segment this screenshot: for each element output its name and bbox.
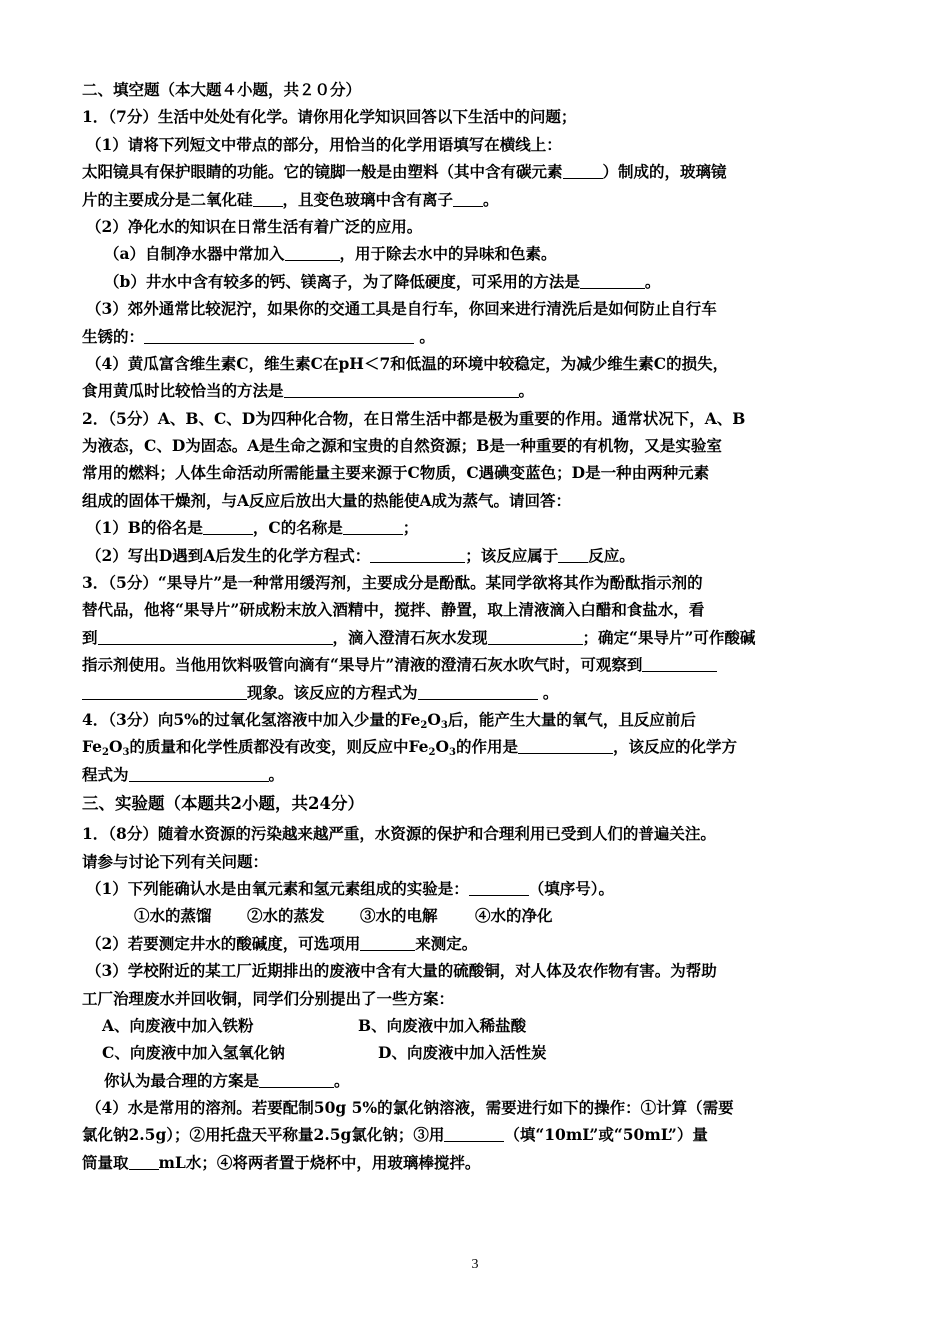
text: （b）井水中含有较多的钙、镁离子，为了降低硬度，可采用的方法是 [104,271,580,291]
text: （3）郊外通常比较泥泞，如果你的交通工具是自行车，你回来进行清洗后是如何防止自行车 [86,299,717,319]
s3q1-plans-ab [82,1012,872,1039]
formula-sub: 3 [449,747,456,759]
option-4: ④水的净化 [475,906,553,926]
answer-blank[interactable] [203,517,253,535]
text: 反应。 [588,545,635,565]
s3q1-part3-answer [82,1067,872,1094]
text: 片的主要成分是二氧化硅 [82,189,253,209]
q2-line1 [82,405,872,432]
answer-blank[interactable] [129,764,269,782]
q1-part3-line1 [82,295,872,322]
q1-part2b [82,268,872,295]
q4-line2 [82,733,872,760]
s3q1-part4-line1 [82,1094,872,1121]
formula-sub: 3 [122,747,130,759]
text: （4）黄瓜富含维生素C，维生素C在pH＜7和低温的环境中较稳定，为减少维生素C的损失， [86,353,729,373]
chemical-formula [400,710,447,729]
text: ； [402,518,419,538]
q1-part1-line2 [82,186,872,213]
q1-part3-line2 [82,323,872,350]
q2-line3 [82,459,872,486]
plan-d: D、向废液中加入活性炭 [378,1043,547,1063]
text: 后，能产生大量的氧气，且反应前后 [447,709,696,729]
q1-part1 [82,131,872,158]
answer-blank[interactable] [343,517,403,535]
section-2-title-text: 二、填空题（本大题４小题，共２０分） [82,80,362,99]
answer-blank[interactable] [563,161,603,179]
answer-blank[interactable] [642,654,717,672]
text: 。 [334,1070,350,1090]
answer-blank[interactable] [360,933,415,951]
text: ，且变色玻璃中含有离子 [282,189,454,209]
text: （填“10mL”或“50mL”）量 [504,1125,708,1145]
formula-part: Fe [400,709,421,729]
q1-head-text: 1．（7分）生活中处处有化学。请你用化学知识回答以下生活中的问题； [82,107,577,127]
formula-part: O [435,737,450,757]
chemical-formula [408,737,456,759]
text: ；确定“果导片”可作酸碱 [582,627,756,647]
q2-part2 [82,542,872,569]
text: 你认为最合理的方案是 [104,1070,260,1090]
answer-blank[interactable] [444,1124,504,1142]
q1-part2a [82,240,872,267]
text: （4）水是常用的溶剂。若要配制50g 5%的氯化钠溶液，需要进行如下的操作：①计算（需要 [86,1098,734,1118]
text: （a）自制净水器中常加入 [104,244,285,264]
text: ，用于除去水中的异味和色素。 [339,244,557,264]
answer-blank[interactable] [469,878,529,896]
s3q1-part4-line3 [82,1149,872,1176]
text: 。 [644,271,661,291]
q4-line3 [82,761,872,788]
section-3-title [82,788,872,820]
q1-part1-line1 [82,158,872,185]
text: ；该反应属于 [465,545,559,565]
plan-b: B、向废液中加入稀盐酸 [358,1015,527,1035]
q1-part4-line1 [82,350,872,377]
formula-part: O [427,709,441,729]
text: 的质量和化学性质都没有改变，则反应中 [129,737,409,757]
q1-head [82,103,872,130]
text: （2）若要测定井水的酸碱度，可选项用 [86,933,361,953]
formula-sub: 2 [428,747,436,759]
q1-part4-line2 [82,377,872,404]
text: 。 [518,381,535,401]
text: 3．（5分）“果导片”是一种常用缓泻剂，主要成分是酚酞。某同学欲将其作为酚酞指示剂的 [82,573,703,593]
text: 程式为 [82,764,129,784]
formula-sub: 2 [102,747,109,759]
text: ）制成的，玻璃镜 [602,162,727,182]
answer-blank[interactable] [580,271,645,289]
text: （1）下列能确认水是由氧元素和氢元素组成的实验是： [86,878,469,898]
formula-sub: 2 [420,719,428,731]
answer-blank[interactable] [488,627,583,645]
option-1: ①水的蒸馏 [134,906,212,926]
option-3: ③水的电解 [360,906,438,926]
text: 指示剂使用。当他用饮料吸管向滴有“果导片”清液的澄清石灰水吹气时，可观察到 [82,655,643,675]
formula-part: Fe [408,737,429,757]
q3-line1 [82,569,872,596]
text: 请参与讨论下列有关问题： [82,851,269,871]
q2-line4 [82,487,872,514]
text: 工厂治理废水并回收铜，同学们分别提出了一些方案： [82,988,455,1008]
q3-line4 [82,651,872,678]
section-2-title [82,76,872,103]
text: mL水；④将两者置于烧杯中，用玻璃棒搅拌。 [158,1152,481,1172]
q1-part1-text: （1）请将下列短文中带点的部分，用恰当的化学用语填写在横线上： [86,134,562,154]
q4-line1 [82,706,872,733]
s3q1-part3-line2 [82,985,872,1012]
q3-line5 [82,679,872,706]
answer-blank[interactable] [418,682,538,700]
text: 4．（3分）向5%的过氧化氢溶液中加入少量的 [82,709,401,729]
s3q1-part4-line2 [82,1121,872,1148]
section-3-title-text: 三、实验题（本题共2小题，共24分） [82,794,364,814]
text: 组成的固体干燥剂，与A反应后放出大量的热能使A成为蒸气。请回答： [82,490,572,510]
text: （2）净化水的知识在日常生活有着广泛的应用。 [86,216,423,236]
text: （填序号）。 [528,878,615,898]
text: ，C的名称是 [252,518,343,538]
formula-part: O [109,737,123,757]
answer-blank[interactable] [558,545,588,563]
answer-blank[interactable] [259,1070,334,1088]
answer-blank[interactable] [129,1152,159,1170]
text: 常用的燃料；人体生命活动所需能量主要来源于C物质，C遇碘变蓝色；D是一种由两种元素 [82,463,710,483]
text: 2．（5分）A、B、C、D为四种化合物，在日常生活中都是极为重要的作用。通常状况下，A、B [82,408,746,428]
text: 来测定。 [415,933,478,953]
s3q1-options [82,902,872,929]
plan-a: A、向废液中加入铁粉 [102,1015,254,1035]
answer-blank[interactable] [453,189,483,207]
text: 生锈的： [82,326,145,346]
answer-blank[interactable] [370,545,465,563]
text: 的作用是 [455,737,518,757]
q3-line3 [82,624,872,651]
text: 筒量取 [82,1152,129,1172]
answer-blank[interactable] [284,380,519,398]
answer-blank[interactable] [518,736,613,754]
text: 替代品，他将“果导片”研成粉末放入酒精中，搅拌、静置，取上清液滴入白醋和食盐水，看 [82,600,705,620]
s3q1-part1 [82,875,872,902]
q2-line2 [82,432,872,459]
answer-blank[interactable] [82,682,247,700]
text: 1．（8分）随着水资源的污染越来越严重，水资源的保护和合理利用已受到人们的普遍关注。 [82,824,716,844]
s3q1-plans-cd [82,1039,872,1066]
text: 。 [414,326,435,346]
answer-blank[interactable] [144,326,414,344]
text: 到 [82,627,98,647]
exam-page [82,76,872,1176]
page-number: 3 [471,1257,479,1272]
text: ，该反应的化学方 [613,737,738,757]
option-2: ②水的蒸发 [247,906,325,926]
q2-part1 [82,514,872,541]
text: 食用黄瓜时比较恰当的方法是 [82,381,284,401]
text: 氯化钠2.5g）；②用托盘天平称量2.5g氯化钠；③用 [82,1125,445,1145]
text: 。 [483,189,499,209]
s3q1-line2 [82,848,872,875]
formula-part: Fe [82,737,103,757]
q3-line2 [82,596,872,623]
text: （3）学校附近的某工厂近期排出的废液中含有大量的硫酸铜，对人体及农作物有害。为帮助 [86,961,717,981]
s3q1-part3-line1 [82,957,872,984]
text: 。 [537,682,559,702]
chemical-formula [82,737,130,759]
answer-blank[interactable] [285,243,340,261]
s3q1-line1 [82,820,872,847]
q1-part2 [82,213,872,240]
text: 现象。该反应的方程式为 [247,682,418,702]
text: 。 [268,764,285,784]
s3q1-part2 [82,930,872,957]
answer-blank[interactable] [253,189,283,207]
text: 太阳镜具有保护眼睛的功能。它的镜脚一般是由塑料（其中含有碳元素 [82,162,563,182]
answer-blank[interactable] [98,627,333,645]
plan-c: C、向废液中加入氢氧化钠 [102,1043,285,1063]
formula-sub: 3 [440,719,448,731]
text: ，滴入澄清石灰水发现 [332,627,488,647]
text: （2）写出D遇到A后发生的化学方程式： [86,545,371,565]
text: 为液态，C、D为固态。A是生命之源和宝贵的自然资源；B是一种重要的有机物，又是实验室 [82,436,722,456]
text: （1）B的俗名是 [86,518,203,538]
